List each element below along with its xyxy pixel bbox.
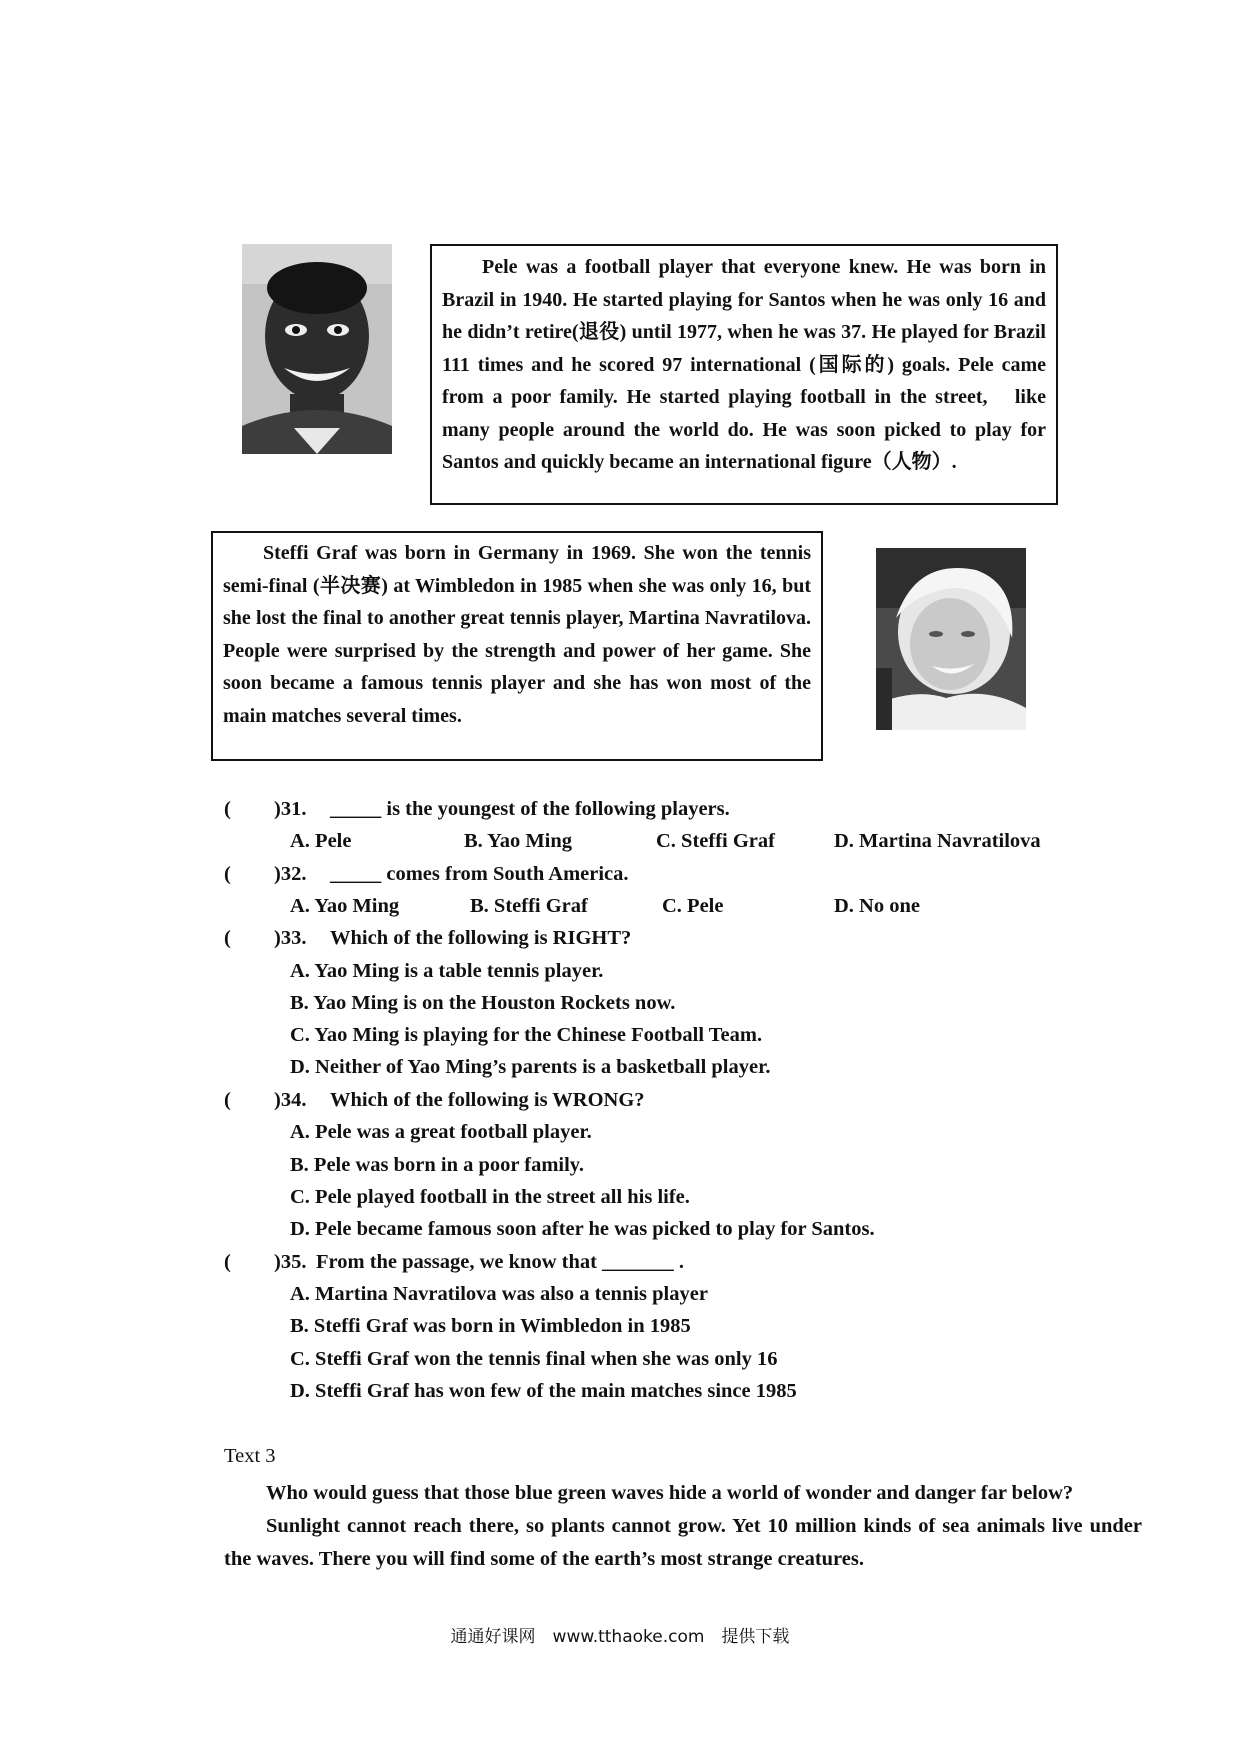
option-b: B. Yao Ming is on the Houston Rockets now. bbox=[290, 992, 676, 1014]
option-b: B. Pele was born in a poor family. bbox=[290, 1154, 585, 1176]
question-number: )31. bbox=[274, 798, 307, 820]
option-d: D. Martina Navratilova bbox=[834, 830, 1041, 852]
question-number: )33. bbox=[274, 927, 307, 949]
option-c: C. Pele bbox=[662, 895, 724, 917]
section-title-text-3: Text 3 bbox=[224, 1445, 276, 1467]
option-c: C. Yao Ming is playing for the Chinese Football Team. bbox=[290, 1024, 763, 1046]
option-a: A. Pele was a great football player. bbox=[290, 1121, 592, 1143]
pele-passage-box bbox=[430, 244, 1058, 505]
graf-photo bbox=[876, 548, 1026, 730]
pele-photo bbox=[242, 244, 392, 454]
text3-paragraph-1: Who would guess that those blue green waves hide a world of wonder and danger far below? bbox=[266, 1482, 1074, 1504]
option-a: A. Martina Navratilova was also a tennis player bbox=[290, 1283, 708, 1305]
option-a: A. Yao Ming is a table tennis player. bbox=[290, 960, 604, 982]
option-d: D. Neither of Yao Ming’s parents is a basketball player. bbox=[290, 1056, 771, 1078]
text3-paragraph-2: Sunlight cannot reach there, so plants cannot grow. Yet 10 million kinds of sea animals live under the waves. There you will find some of the earth’s most strange creatures. bbox=[224, 1515, 1142, 1570]
question-text: From the passage, we know that _______ . bbox=[316, 1251, 685, 1273]
question-text: _____ comes from South America. bbox=[330, 863, 629, 885]
option-c: C. Steffi Graf won the tennis final when she was only 16 bbox=[290, 1348, 778, 1370]
answer-paren-open: ( bbox=[224, 863, 231, 885]
answer-paren-open: ( bbox=[224, 1089, 231, 1111]
answer-paren-open: ( bbox=[224, 798, 231, 820]
question-text: _____ is the youngest of the following players. bbox=[330, 798, 730, 820]
option-c: C. Steffi Graf bbox=[656, 830, 775, 852]
question-number: )32. bbox=[274, 863, 307, 885]
option-a: A. Yao Ming bbox=[290, 895, 400, 917]
question-text: Which of the following is RIGHT? bbox=[330, 927, 632, 949]
option-b: B. Steffi Graf was born in Wimbledon in 1985 bbox=[290, 1315, 691, 1337]
answer-paren-open: ( bbox=[224, 927, 231, 949]
option-c: C. Pele played football in the street all his life. bbox=[290, 1186, 690, 1208]
pele-passage: Pele was a football player that everyone knew. He was born in Brazil in 1940. He started playing for Santos when he was only 16 and he didn’t retire(退役) until 1977, when he was 37. He played for Brazil 111 times and he scored 97 international (国际的) goals. Pele came from a poor family. He started playing football in the street, like many people around the world do. He was soon picked to play for Santos and quickly became an international figure（人物）. bbox=[442, 256, 1046, 473]
option-b: B. Yao Ming bbox=[464, 830, 573, 852]
page-footer: 通通好课网 www.tthaoke.com 提供下载 bbox=[450, 1627, 790, 1647]
option-a: A. Pele bbox=[290, 830, 352, 852]
option-b: B. Steffi Graf bbox=[470, 895, 588, 917]
question-text: Which of the following is WRONG? bbox=[330, 1089, 645, 1111]
option-d: D. No one bbox=[834, 895, 920, 917]
answer-paren-open: ( bbox=[224, 1251, 231, 1273]
question-number: )34. bbox=[274, 1089, 307, 1111]
graf-passage: Steffi Graf was born in Germany in 1969. She won the tennis semi-final (半决赛) at Wimbledon in 1985 when she was only 16, but she lost the final to another great tennis player, Martina Navratilova. People were surprised by the strength and power of her game. She soon became a famous tennis player and she has won most of the main matches several times. bbox=[223, 542, 811, 727]
option-d: D. Steffi Graf has won few of the main matches since 1985 bbox=[290, 1380, 797, 1402]
graf-passage-box bbox=[211, 531, 823, 761]
question-number: )35. bbox=[274, 1251, 307, 1273]
option-d: D. Pele became famous soon after he was picked to play for Santos. bbox=[290, 1218, 875, 1240]
